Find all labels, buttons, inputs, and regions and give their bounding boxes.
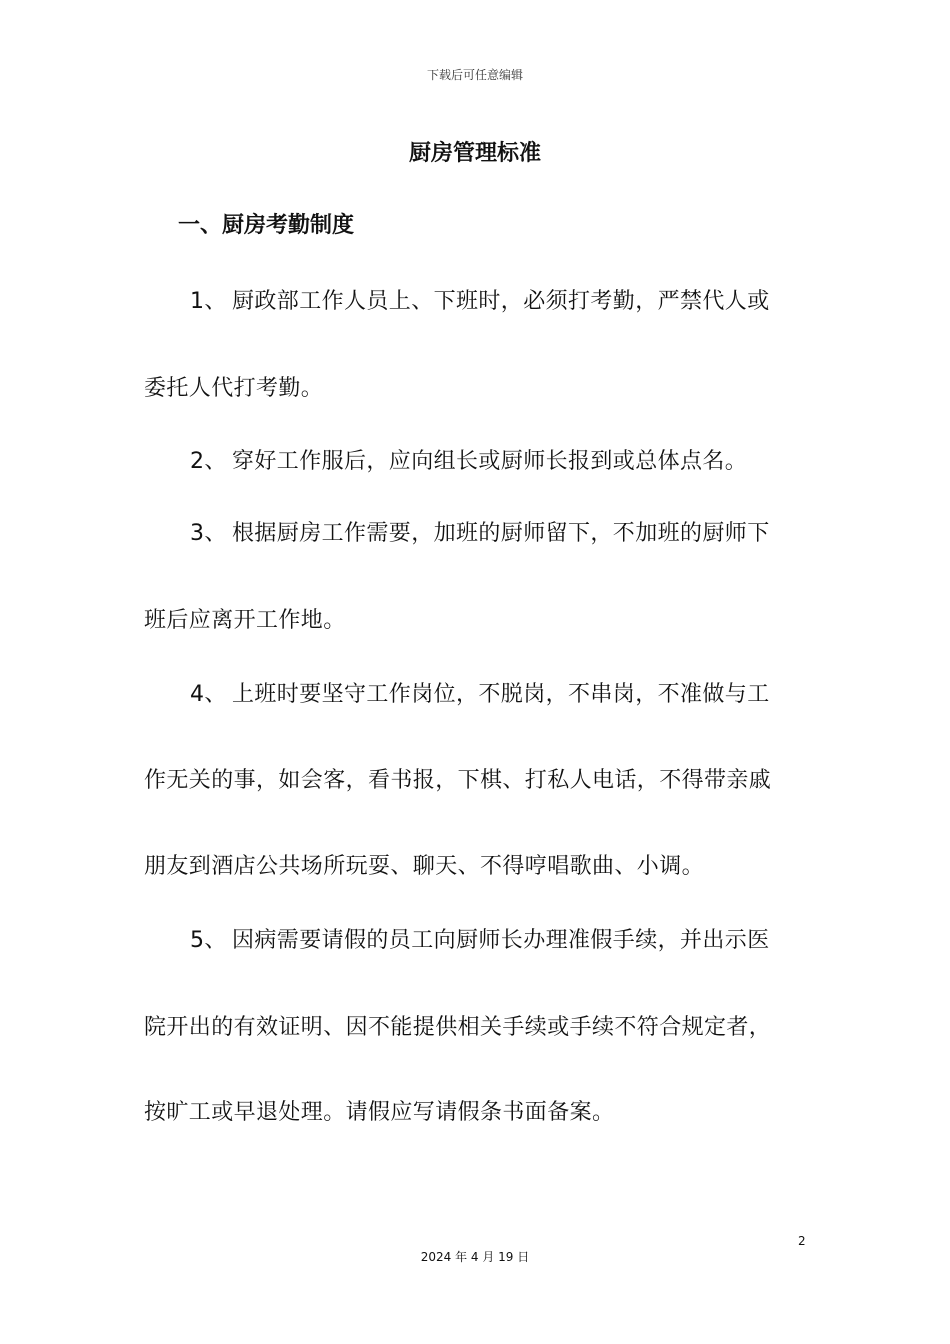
item-5-line-1 [190,923,770,954]
item-1-line-2: 委托人代打考勤。 [144,376,324,401]
item-5-line-2: 院开出的有效证明、因不能提供相关手续或手续不符合规定者， [144,1015,772,1040]
item-number: 1、 [190,289,227,314]
item-text: 上班时要坚守工作岗位，不脱岗，不串岗，不准做与工 [232,682,770,707]
item-4-line-3: 朋友到酒店公共场所玩耍、聊天、不得哼唱歌曲、小调。 [144,854,705,879]
item-text: 因病需要请假的员工向厨师长办理准假手续，并出示医 [232,928,770,953]
item-text: 穿好工作服后，应向组长或厨师长报到或总体点名。 [232,449,748,474]
item-4-line-1 [190,677,770,708]
item-4-line-2: 作无关的事，如会客，看书报，下棋、打私人电话，不得带亲戚 [144,768,772,793]
item-number: 2、 [190,449,227,474]
section-heading: 一、厨房考勤制度 [178,213,355,238]
item-1-line-1 [190,284,770,315]
page-number: 2 [798,1234,806,1248]
header-note: 下载后可任意编辑 [426,68,523,82]
item-3-line-1 [190,516,770,547]
footer-date: 2024 年 4 月 19 日 [420,1250,530,1264]
page-title: 厨房管理标准 [408,141,541,166]
item-text: 厨政部工作人员上、下班时，必须打考勤，严禁代人或 [232,289,770,314]
item-number: 4、 [190,682,227,707]
item-2-line-1 [190,444,747,475]
item-text: 根据厨房工作需要，加班的厨师留下，不加班的厨师下 [232,521,770,546]
item-3-line-2: 班后应离开工作地。 [144,608,346,633]
item-5-line-3: 按旷工或早退处理。请假应写请假条书面备案。 [144,1100,615,1125]
item-number: 5、 [190,928,227,953]
item-number: 3、 [190,521,227,546]
